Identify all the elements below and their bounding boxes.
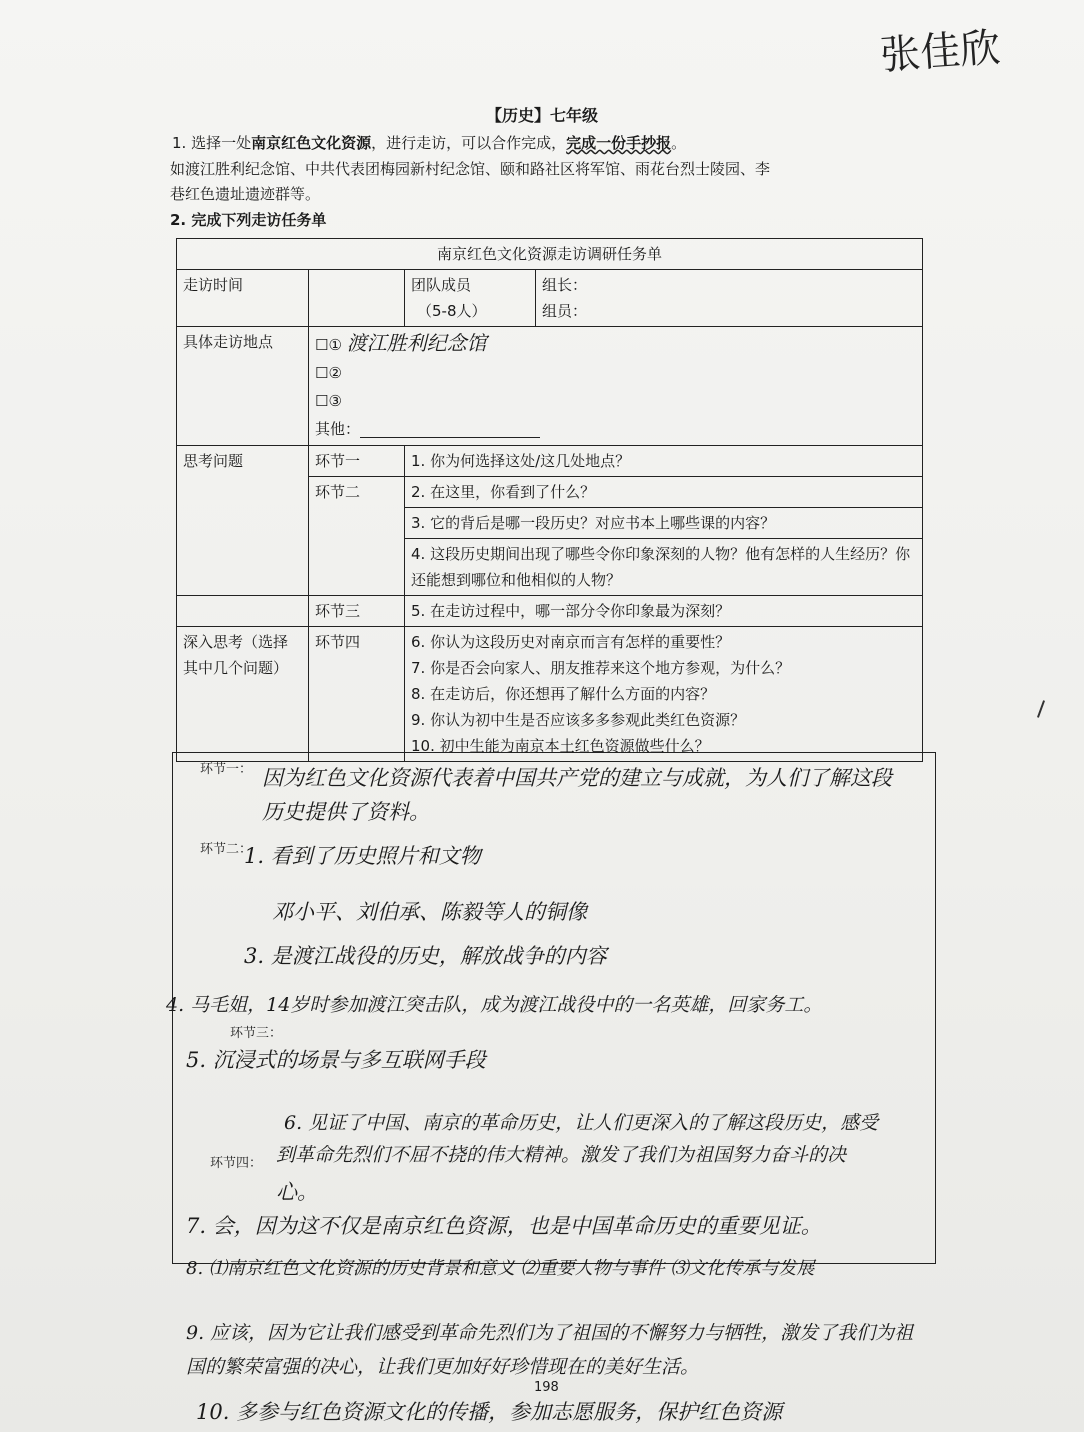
answer-1-line-2: 历史提供了资料。 <box>262 800 430 824</box>
question-5: 5. 在走访过程中，哪一部分令你印象最为深刻？ <box>405 596 923 627</box>
question-2: 2. 在这里，你看到了什么？ <box>405 477 923 508</box>
question-1: 1. 你为何选择这处/这几处地点？ <box>405 446 923 477</box>
deep-thinking-label: 深入思考（选择其中几个问题） <box>177 627 309 762</box>
answer-9-line-1: 9. 应该，因为它让我们感受到革命先烈们为了祖国的不懈努力与牺牲，激发了我们为祖 <box>186 1322 914 1344</box>
stage-1: 环节一 <box>309 446 405 477</box>
answer-5: 5. 沉浸式的场景与多互联网手段 <box>186 1048 486 1072</box>
team-label-cell <box>405 270 536 327</box>
answer-6-line-3: 心。 <box>276 1180 318 1204</box>
table-caption: 南京红色文化资源走访调研任务单 <box>177 239 923 270</box>
answer-3: 3. 是渡江战役的历史，解放战争的内容 <box>244 944 607 968</box>
examples-line-1: 如渡江胜利纪念馆、中共代表团梅园新村纪念馆、颐和路社区将军馆、雨花台烈士陵园、李 <box>170 160 771 178</box>
location-option-2: ☐② <box>315 364 342 382</box>
answer-2-line-2: 邓小平、刘伯承、陈毅等人的铜像 <box>272 900 587 924</box>
location-option-3: ☐③ <box>315 392 342 410</box>
question-6: 6. 你认为这段历史对南京而言有怎样的重要性？ <box>411 633 731 651</box>
team-size: （5-8人） <box>417 302 487 320</box>
answer-4: 4. 马毛姐，14岁时参加渡江突击队，成为渡江战役中的一名英雄，回家务工。 <box>166 994 823 1016</box>
members-label: 组员： <box>542 302 588 320</box>
location-other: 其他： <box>315 415 916 443</box>
question-9: 9. 你认为初中生是否应该多多参观此类红色资源？ <box>411 711 746 729</box>
empty-cell <box>177 596 309 627</box>
question-4: 4. 这段历史期间出现了哪些令你印象深刻的人物？他有怎样的人生经历？你还能想到哪位和他相似的人物？ <box>405 539 923 596</box>
answer-label-4: 环节四： <box>210 1156 263 1171</box>
visit-time-label: 走访时间 <box>177 270 309 327</box>
answer-8: 8. ⑴南京红色文化资源的历史背景和意义 ⑵重要人物与事件 ⑶文化传承与发展 <box>186 1258 815 1279</box>
visit-time-value <box>309 270 405 327</box>
page-title: 【历史】七年级 <box>485 106 598 125</box>
stage-4: 环节四 <box>309 627 405 762</box>
answer-9-line-2: 国的繁荣富强的决心，让我们更加好好珍惜现在的美好生活。 <box>186 1356 700 1378</box>
team-members-cell <box>536 270 923 327</box>
stage-3: 环节三 <box>309 596 405 627</box>
answer-label-3: 环节三： <box>230 1026 283 1041</box>
answer-label-2: 环节二： <box>200 842 253 857</box>
stage-2: 环节二 <box>309 477 405 596</box>
handwritten-location: 渡江胜利纪念馆 <box>346 331 487 355</box>
answer-10: 10. 多参与红色资源文化的传播，参加志愿服务，保护红色资源 <box>196 1400 783 1424</box>
question-3: 3. 它的背后是哪一段历史？对应书本上哪些课的内容？ <box>405 508 923 539</box>
task-table <box>176 238 923 762</box>
answer-label-1: 环节一： <box>200 762 253 777</box>
question-10: 10. 初中生能为南京本土红色资源做些什么？ <box>411 737 710 755</box>
questions-label: 思考问题 <box>177 446 309 596</box>
page-number: 198 <box>534 1380 559 1395</box>
handwritten-signature: 张佳欣 <box>878 24 1002 80</box>
questions-6-10 <box>405 627 923 762</box>
leader-label: 组长： <box>542 276 588 294</box>
instruction-2: 2. 完成下列走访任务单 <box>170 211 327 229</box>
pen-mark <box>1037 700 1045 718</box>
team-label: 团队成员 <box>411 276 472 294</box>
answer-6-line-2: 到革命先烈们不屈不挠的伟大精神。激发了我们为祖国努力奋斗的决 <box>276 1144 847 1166</box>
answer-1-line-1: 因为红色文化资源代表着中国共产党的建立与成就，为人们了解这段 <box>262 766 892 790</box>
answer-6-line-1: 6. 见证了中国、南京的革命历史，让人们更深入的了解这段历史，感受 <box>284 1112 879 1134</box>
question-7: 7. 你是否会向家人、朋友推荐来这个地方参观，为什么？ <box>411 659 791 677</box>
question-8: 8. 在走访后，你还想再了解什么方面的内容？ <box>411 685 716 703</box>
answer-2-line-1: 1. 看到了历史照片和文物 <box>244 844 481 868</box>
other-blank <box>360 421 540 438</box>
instruction-1: 1. 选择一处南京红色文化资源，进行走访，可以合作完成，完成一份手抄报。 <box>172 134 687 152</box>
location-label: 具体走访地点 <box>177 327 309 446</box>
answer-7: 7. 会，因为这不仅是南京红色资源，也是中国革命历史的重要见证。 <box>186 1214 822 1238</box>
examples-line-2: 巷红色遗址遗迹群等。 <box>170 185 321 203</box>
location-options <box>309 327 923 446</box>
location-option-1: ☐① 渡江胜利纪念馆 <box>315 331 487 355</box>
